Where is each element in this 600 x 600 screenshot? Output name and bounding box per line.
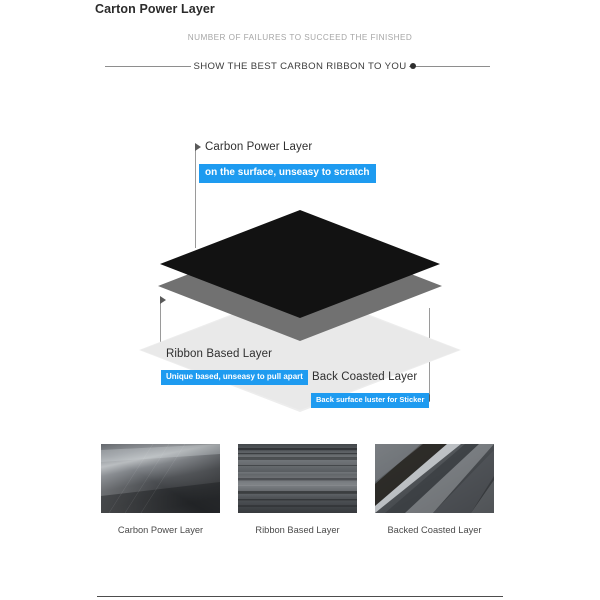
leader-arrow-ribbon <box>160 296 166 304</box>
page-title: Carton Power Layer <box>95 2 215 16</box>
footer-divider <box>97 596 503 597</box>
layer-badge-ribbon: Unique based, unseasy to pull apart <box>161 370 308 385</box>
carbon-power-layer-photo[interactable] <box>101 444 220 513</box>
ribbon-based-layer-photo[interactable] <box>238 444 357 513</box>
layer-badge-carbon: on the surface, unseasy to scratch <box>199 164 376 183</box>
layer-label-back: Back Coasted Layer <box>312 371 418 383</box>
tagline-text-wrap <box>0 58 600 75</box>
layer-badge-back: Back surface luster for Sticker <box>311 393 429 408</box>
tagline-text: SHOW THE BEST CARBON RIBBON TO YOU <box>193 61 407 72</box>
thumbnail-item[interactable] <box>101 444 220 535</box>
header-subtitle: NUMBER OF FAILURES TO SUCCEED THE FINISHED <box>187 33 413 42</box>
leader-arrow-carbon <box>195 143 201 151</box>
thumbnail-caption: Carbon Power Layer <box>117 525 204 535</box>
thumbnail-item[interactable] <box>375 444 494 535</box>
layer-label-carbon: Carbon Power Layer <box>205 141 313 153</box>
thumbnail-caption: Backed Coasted Layer <box>387 525 482 535</box>
backed-coasted-layer-photo[interactable] <box>375 444 494 513</box>
layer-label-ribbon: Ribbon Based Layer <box>166 348 273 360</box>
thumbnail-gallery <box>0 444 600 544</box>
tagline-divider <box>0 58 600 76</box>
thumbnail-caption: Ribbon Based Layer <box>255 525 340 535</box>
thumbnail-item[interactable] <box>238 444 357 535</box>
